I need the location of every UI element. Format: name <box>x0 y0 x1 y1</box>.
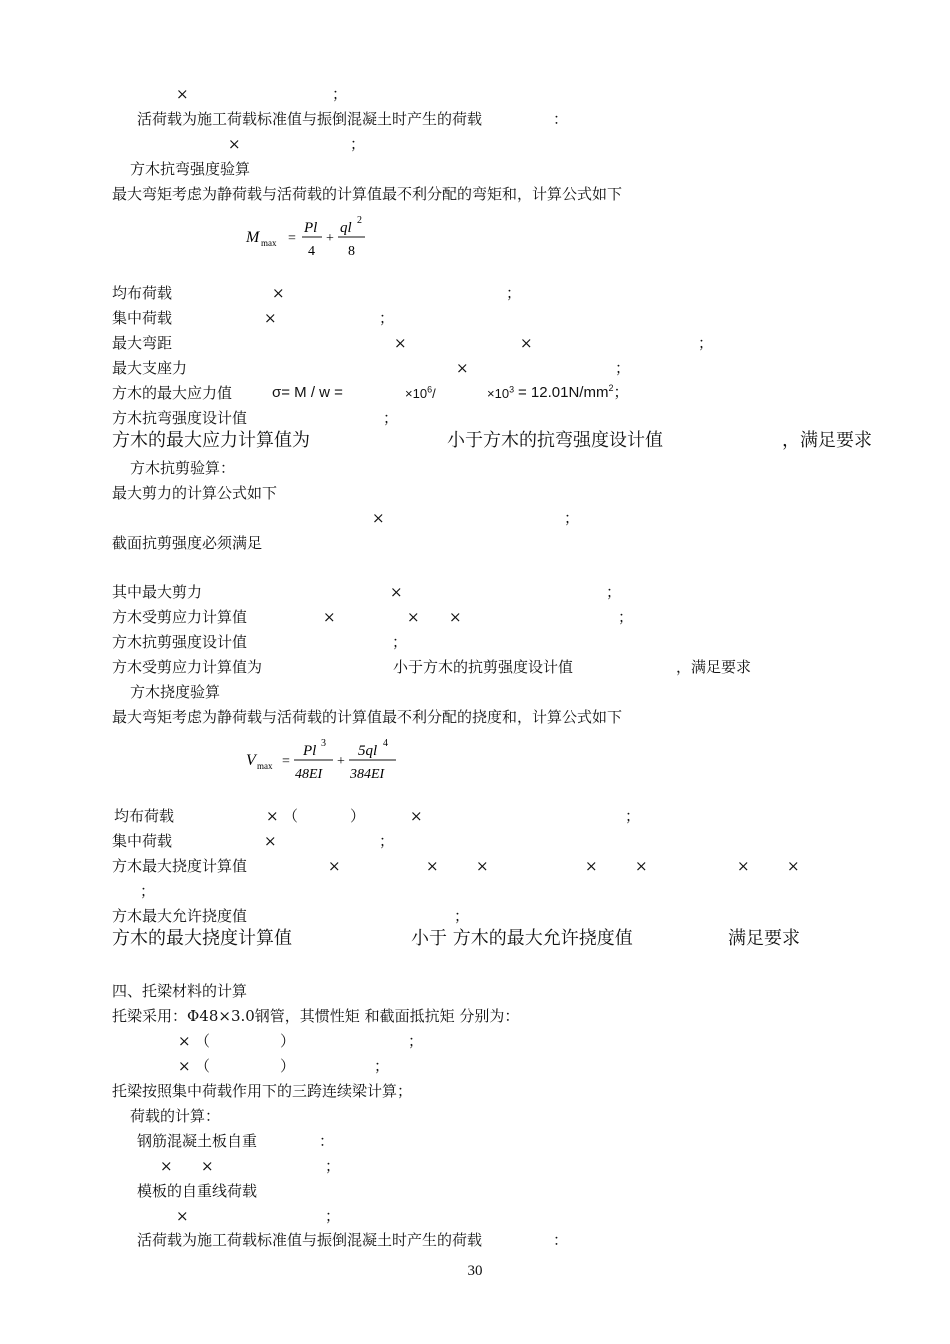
section-heading: 方木抗剪验算： <box>130 459 236 477</box>
semicolon: ； <box>606 583 622 601</box>
colon: ： <box>319 1132 335 1150</box>
formula-eq: = <box>282 754 290 769</box>
label: 方木抗弯强度设计值 <box>112 409 248 427</box>
times-sign: × <box>228 135 241 153</box>
times-sign: × <box>410 807 423 825</box>
times-sign: × <box>201 1157 214 1175</box>
label: 均布荷载 <box>112 284 173 302</box>
times-sign: × <box>264 309 277 327</box>
semicolon: ； <box>564 509 580 527</box>
section-heading: 方木抗弯强度验算 <box>130 160 251 178</box>
semicolon: ； <box>615 359 631 377</box>
section-heading: 荷载的计算： <box>130 1107 221 1125</box>
times-sign: × <box>449 608 462 626</box>
label: 模板的自重线荷载 <box>137 1182 258 1200</box>
semicolon: ； <box>379 309 395 327</box>
formula-t1-num: Pl <box>304 220 318 236</box>
section-heading: 四、托梁材料的计算 <box>112 982 248 1000</box>
conclusion-text: 小于方木的抗弯强度设计值 <box>447 430 663 451</box>
live-load-text: 活荷载为施工荷载标准值与振倒混凝土时产生的荷载 <box>137 110 483 128</box>
conclusion-text: 小于 方木的最大允许挠度值 <box>411 928 633 949</box>
times-sign: × <box>176 85 189 103</box>
colon: ： <box>553 110 569 128</box>
paragraph: 最大弯矩考虑为静荷载与活荷载的计算值最不利分配的挠度和，计算公式如下 <box>112 708 623 726</box>
formula-svg <box>244 733 414 789</box>
paragraph: 最大剪力的计算公式如下 <box>112 484 278 502</box>
times-sign: × <box>456 359 469 377</box>
formula-lhs: M <box>246 229 260 246</box>
times-sign: × <box>272 284 285 302</box>
formula-t2-den: 8 <box>348 244 355 259</box>
conclusion-text: 方木受剪应力计算值为 <box>112 658 263 676</box>
times-sign: × <box>372 509 385 527</box>
times-sign: × <box>264 832 277 850</box>
semicolon: ； <box>506 284 522 302</box>
paragraph: 托梁按照集中荷载作用下的三跨连续梁计算； <box>112 1082 413 1100</box>
bending-moment-formula <box>244 210 384 270</box>
page-number: 30 <box>467 1263 483 1279</box>
formula-plus: + <box>337 754 345 769</box>
times-sign: × <box>178 1032 191 1050</box>
label: 方木最大允许挠度值 <box>112 907 248 925</box>
formula-t2-num: ql <box>340 220 352 236</box>
formula-t1-den: 48EI <box>295 767 323 782</box>
semicolon: ； <box>454 907 470 925</box>
semicolon: ； <box>379 832 395 850</box>
semicolon: ； <box>350 135 366 153</box>
semicolon: ； <box>625 807 641 825</box>
times-sign: × <box>178 1057 191 1075</box>
exponent: 2 <box>608 383 614 393</box>
conclusion-text: 小于方木的抗剪强度设计值 <box>393 658 574 676</box>
section-heading: 方木挠度验算 <box>130 683 221 701</box>
expr-text: = 12.01N/mm <box>518 384 609 401</box>
times-sign: × <box>160 1157 173 1175</box>
formula-t1-den: 4 <box>308 244 315 259</box>
label: 集中荷载 <box>112 832 173 850</box>
label: 最大弯距 <box>112 334 173 352</box>
times-sign: × <box>407 608 420 626</box>
colon: ： <box>553 1231 569 1249</box>
times-sign: × <box>787 857 800 875</box>
paren: （ <box>283 807 299 825</box>
label: 方木的最大应力值 <box>112 384 233 402</box>
live-load-text: 活荷载为施工荷载标准值与振倒混凝土时产生的荷载 <box>137 1231 483 1249</box>
semicolon: ； <box>613 384 629 401</box>
semicolon: ； <box>332 85 348 103</box>
semicolon: ； <box>392 633 408 651</box>
label: 方木抗剪强度设计值 <box>112 633 248 651</box>
semicolon: ； <box>698 334 714 352</box>
times-sign: × <box>476 857 489 875</box>
expr-text: ×10 <box>487 386 510 401</box>
times-sign: × <box>176 1207 189 1225</box>
formula-t2-exp: 4 <box>383 738 388 749</box>
paragraph: 截面抗剪强度必须满足 <box>112 534 263 552</box>
label: 最大支座力 <box>112 359 188 377</box>
expr-part <box>405 384 436 404</box>
label: 其中最大剪力 <box>112 583 203 601</box>
expr-text: / <box>432 386 436 401</box>
label: 集中荷载 <box>112 309 173 327</box>
conclusion-text: ，满足要求 <box>676 658 752 676</box>
deflection-formula <box>244 733 414 793</box>
times-sign: × <box>323 608 336 626</box>
stress-result <box>518 383 629 403</box>
formula-plus: + <box>326 231 334 246</box>
times-sign: × <box>426 857 439 875</box>
label: 方木最大挠度计算值 <box>112 857 248 875</box>
conclusion-text: 满足要求 <box>728 928 800 949</box>
conclusion-text: 方木的最大挠度计算值 <box>112 928 292 949</box>
conclusion-text: 方木的最大应力计算值为 <box>112 430 310 451</box>
formula-eq: = <box>288 231 296 246</box>
semicolon: ； <box>383 409 399 427</box>
semicolon: ； <box>618 608 634 626</box>
exponent: 6 <box>427 384 433 395</box>
expr-part <box>487 384 514 404</box>
formula-t2-exp: 2 <box>357 215 362 226</box>
expr-text: ×10 <box>405 386 428 401</box>
paragraph: 最大弯矩考虑为静荷载与活荷载的计算值最不利分配的弯矩和，计算公式如下 <box>112 185 623 203</box>
stress-formula: σ= M / w = <box>272 384 343 401</box>
formula-t2-den: 384EI <box>350 767 385 782</box>
times-sign: × <box>328 857 341 875</box>
times-sign: × <box>737 857 750 875</box>
times-sign: × <box>390 583 403 601</box>
paren: （ <box>195 1032 211 1050</box>
times-sign: × <box>520 334 533 352</box>
times-sign: × <box>394 334 407 352</box>
paren: ） <box>280 1032 296 1050</box>
paren: ） <box>350 807 366 825</box>
label: 均布荷载 <box>114 807 175 825</box>
times-sign: × <box>266 807 279 825</box>
label: 钢筋混凝土板自重 <box>137 1132 258 1150</box>
label: 方木受剪应力计算值 <box>112 608 248 626</box>
semicolon: ； <box>325 1207 341 1225</box>
formula-lhs-sub: max <box>257 761 273 771</box>
semicolon: ； <box>374 1057 390 1075</box>
paren: （ <box>195 1057 211 1075</box>
paragraph: 托梁采用：Φ48×3.0钢管，其惯性矩 和截面抵抗矩 分别为： <box>112 1007 520 1025</box>
formula-lhs: V <box>246 752 256 769</box>
paren: ） <box>280 1057 296 1075</box>
formula-t1-exp: 3 <box>321 738 326 749</box>
formula-t1-num: Pl <box>303 743 317 759</box>
formula-t2-num: 5ql <box>358 743 378 759</box>
semicolon: ； <box>408 1032 424 1050</box>
conclusion-text: ，满足要求 <box>782 430 872 451</box>
semicolon: ； <box>325 1157 341 1175</box>
semicolon: ； <box>140 882 156 900</box>
formula-lhs-sub: max <box>261 238 277 248</box>
formula-svg <box>244 210 384 266</box>
times-sign: × <box>635 857 648 875</box>
times-sign: × <box>585 857 598 875</box>
exponent: 3 <box>509 384 515 395</box>
